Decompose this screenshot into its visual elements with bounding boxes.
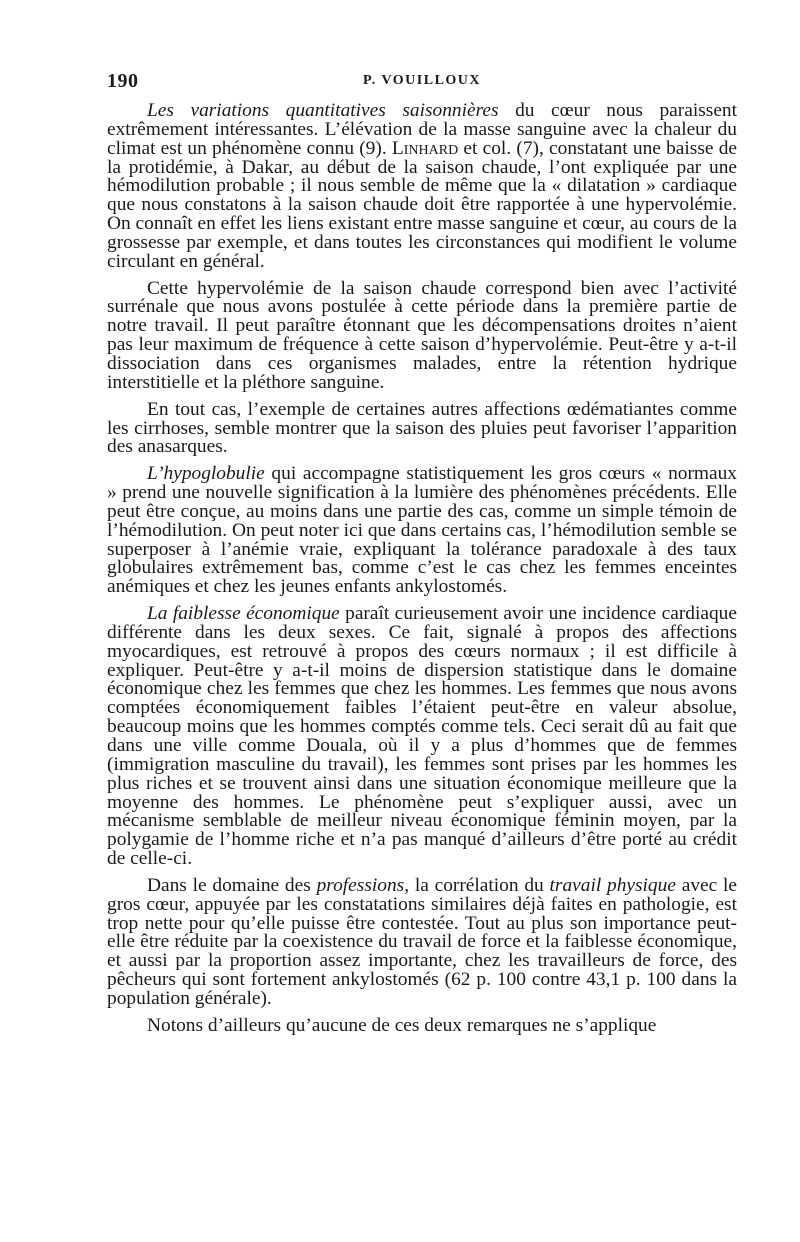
paragraph-cirrhoses: En tout cas, l’exemple de certaines autres affections œdématiantes comme les cirrhoses, semble montrer que la saison des pluies peut favoriser l’apparition des anasarques. bbox=[107, 398, 737, 458]
page-header bbox=[107, 70, 737, 100]
italic-term: Les variations quantitatives saisonnières bbox=[147, 100, 499, 121]
italic-term: La faiblesse économique bbox=[147, 603, 340, 625]
italic-term: professions bbox=[316, 874, 405, 896]
running-head: P. VOUILLOUX bbox=[362, 73, 482, 88]
italic-term: travail physique bbox=[549, 874, 676, 896]
paragraph-final: Notons d’ailleurs qu’aucune de ces deux remarques ne s’applique bbox=[147, 1014, 657, 1036]
paragraph-professions: Dans le domaine des professions, la corrélation du travail physique avec le gros cœur, appuyée par les constatations similaires déjà faites en pathologie, est trop nette pour qu’elle puisse être contestée. Tout au plus son importance peut-elle être réduite par la coexistence du travail de force et la faiblesse économique, et aussi par la proportion assez importante, chez les travailleurs de force, des pêcheurs qui sont fortement ankylostomés (62 p. 100 contre 43,1 p. 100 dans la population générale). bbox=[107, 874, 737, 1009]
author-name: Linhard bbox=[391, 137, 459, 159]
paragraph-hypervolemia: Cette hypervolémie de la saison chaude correspond bien avec l’activité surrénale que nous avons postulée à cette période dans la première partie de notre travail. Il peut paraître étonnant que les décompensations droites n’aient pas leur maximum de fréquence à cette saison d’hypervolémie. Peut-être y a-t-il dissociation dans ces organismes malades, entre la rétention hydrique interstitielle et la pléthore sanguine. bbox=[107, 277, 737, 393]
page-number: 190 bbox=[107, 70, 139, 92]
paragraph-economic-weakness: La faiblesse économique paraît curieusement avoir une incidence cardiaque différente dans les deux sexes. Ce fait, signalé à propos des affections myocardiques, est retrouvé à propos des cœurs normaux ; il est difficile à expliquer. Peut-être y a-t-il moins de dispersion statistique dans le domaine économique chez les femmes que chez les hommes. Les femmes que nous avons comptées économiquement faibles l’étaient peut-être en valeur absolue, beaucoup moins que les hommes comptés comme tels. Ceci serait dû au fait que dans une ville comme Douala, où il y a plus d’hommes que de femmes (immigration masculine du travail), les femmes sont prises par les hommes les plus riches et se trouvent ainsi dans une situation économique meilleure que la moyenne des hommes. Le phénomène peut s’expliquer aussi, avec un mécanisme semblable de meilleur niveau économique féminin moyen, par la polygamie de l’homme riche et n’a pas manqué d’ailleurs d’être porté au crédit de celle-ci. bbox=[107, 603, 737, 870]
body-text bbox=[107, 102, 737, 1036]
italic-term: L’hypoglobulie bbox=[147, 463, 265, 485]
paragraph-seasonal-variations: Les variations quantitatives saisonnières du cœur nous paraissent extrêmement intéressantes. L’élévation de la masse sanguine avec la chaleur du climat est un phénomène connu (9). Linhard et col. (7), constatant une baisse de la protidémie, à Dakar, au début de la saison chaude, l’ont expliquée par une hémodilution probable ; il nous semble de même que la « dilatation » cardiaque que nous constatons à la saison chaude doit être rapportée à une hypervolémie. On connaît en effet les liens existant entre masse sanguine et cœur, au cours de la grossesse par exemple, et dans toutes les circonstances qui modifient le volume circulant en général. bbox=[107, 100, 738, 272]
paragraph-hypoglobulie: L’hypoglobulie qui accompagne statistiquement les gros cœurs « normaux » prend une nouvelle signification à la lumière des phénomènes précédents. Elle peut être conçue, au moins dans une partie des cas, comme un simple témoin de l’hémodilution. On peut noter ici que dans certains cas, l’hémodilution semble se superposer à l’anémie vraie, expliquant la tolérance paradoxale à des taux globulaires extrêmement bas, comme c’est le cas chez les femmes enceintes anémiques et chez les jeunes enfants ankylostomés. bbox=[107, 463, 737, 598]
